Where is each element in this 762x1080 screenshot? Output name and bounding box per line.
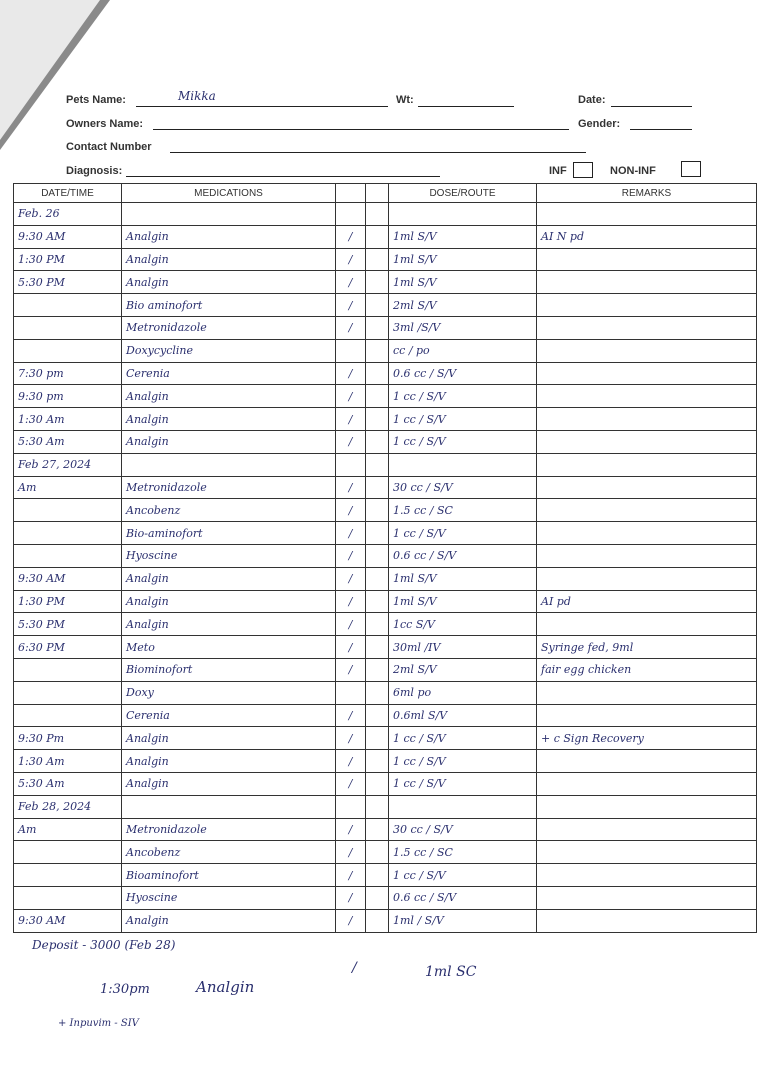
datetime-cell: 1:30 PM	[14, 590, 122, 613]
noninf-checkbox	[681, 161, 701, 177]
remarks-cell	[537, 613, 757, 636]
datetime-cell: Am	[14, 476, 122, 499]
datetime-cell: Am	[14, 818, 122, 841]
check-cell-2	[366, 886, 389, 909]
gender-label: Gender:	[578, 118, 621, 130]
datetime-cell: 1:30 PM	[14, 248, 122, 271]
late-dose-tick: /	[352, 960, 357, 976]
remarks-cell	[537, 818, 757, 841]
remarks-cell	[537, 544, 757, 567]
dose-route-cell: 2ml S/V	[389, 294, 537, 317]
remarks-cell	[537, 203, 757, 226]
table-row	[14, 658, 757, 681]
inpuvim-note: + Inpuvim - SIV	[58, 1018, 139, 1029]
medication-cell: Bio-aminofort	[122, 522, 336, 545]
medication-table	[13, 183, 757, 933]
table-row	[14, 316, 757, 339]
dose-route-cell: 30 cc / S/V	[389, 818, 537, 841]
table-row	[14, 590, 757, 613]
check-cell-2	[366, 225, 389, 248]
dose-route-cell: 1 cc / S/V	[389, 864, 537, 887]
administered-check-cell	[336, 339, 366, 362]
check-cell-2	[366, 453, 389, 476]
table-row	[14, 453, 757, 476]
table-row	[14, 727, 757, 750]
remarks-cell: AI N pd	[537, 225, 757, 248]
remarks-cell	[537, 499, 757, 522]
medication-cell: Analgin	[122, 430, 336, 453]
administered-check-cell: /	[336, 727, 366, 750]
datetime-cell: 9:30 AM	[14, 225, 122, 248]
table-row	[14, 795, 757, 818]
remarks-cell	[537, 704, 757, 727]
administered-check-cell: /	[336, 476, 366, 499]
datetime-cell: 1:30 Am	[14, 408, 122, 431]
check-cell-2	[366, 681, 389, 704]
administered-check-cell: /	[336, 636, 366, 659]
check-cell-2	[366, 864, 389, 887]
table-row	[14, 567, 757, 590]
check-cell-2	[366, 522, 389, 545]
dose-route-cell: 0.6 cc / S/V	[389, 886, 537, 909]
dose-route-cell: 0.6 cc / S/V	[389, 544, 537, 567]
remarks-cell	[537, 476, 757, 499]
check-cell-2	[366, 636, 389, 659]
medication-cell	[122, 453, 336, 476]
column-header-medications: MEDICATIONS	[122, 184, 336, 203]
remarks-cell	[537, 294, 757, 317]
remarks-cell	[537, 864, 757, 887]
medication-cell	[122, 203, 336, 226]
medication-cell: Ancobenz	[122, 499, 336, 522]
check-cell-2	[366, 499, 389, 522]
dose-route-cell: 1 cc / S/V	[389, 408, 537, 431]
table-row	[14, 681, 757, 704]
datetime-cell	[14, 841, 122, 864]
wt-label: Wt:	[396, 94, 414, 106]
dose-route-cell: 1 cc / S/V	[389, 750, 537, 773]
check-cell-2	[366, 385, 389, 408]
remarks-cell	[537, 453, 757, 476]
dose-route-cell: 1cc S/V	[389, 613, 537, 636]
dose-route-cell: 1ml S/V	[389, 567, 537, 590]
medication-cell: Bioaminofort	[122, 864, 336, 887]
table-row	[14, 636, 757, 659]
check-cell-2	[366, 544, 389, 567]
deposit-note: Deposit - 3000 (Feb 28)	[32, 938, 176, 952]
remarks-cell	[537, 750, 757, 773]
medication-cell: Analgin	[122, 271, 336, 294]
medication-cell: Analgin	[122, 385, 336, 408]
dose-route-cell	[389, 795, 537, 818]
check-cell-2	[366, 841, 389, 864]
dose-route-cell: 2ml S/V	[389, 658, 537, 681]
dose-route-cell: 6ml po	[389, 681, 537, 704]
late-dose-dose: 1ml SC	[425, 964, 477, 980]
remarks-cell	[537, 316, 757, 339]
table-row	[14, 408, 757, 431]
dose-route-cell: 1ml S/V	[389, 590, 537, 613]
table-row	[14, 225, 757, 248]
administered-check-cell: /	[336, 544, 366, 567]
datetime-cell: Feb 28, 2024	[14, 795, 122, 818]
check-cell-2	[366, 203, 389, 226]
remarks-cell: fair egg chicken	[537, 658, 757, 681]
datetime-cell	[14, 886, 122, 909]
administered-check-cell: /	[336, 864, 366, 887]
medication-cell: Analgin	[122, 772, 336, 795]
check-cell-2	[366, 567, 389, 590]
datetime-cell	[14, 316, 122, 339]
check-cell-2	[366, 818, 389, 841]
datetime-cell: 5:30 Am	[14, 772, 122, 795]
medication-cell: Bio aminofort	[122, 294, 336, 317]
medication-cell: Analgin	[122, 248, 336, 271]
dose-route-cell: 1 cc / S/V	[389, 430, 537, 453]
noninf-label: NON-INF	[610, 165, 656, 177]
column-header-check-2	[366, 184, 389, 203]
check-cell-2	[366, 430, 389, 453]
remarks-cell	[537, 362, 757, 385]
datetime-cell	[14, 499, 122, 522]
datetime-cell: 6:30 PM	[14, 636, 122, 659]
remarks-cell	[537, 795, 757, 818]
administered-check-cell: /	[336, 499, 366, 522]
check-cell-2	[366, 339, 389, 362]
medication-cell: Metronidazole	[122, 316, 336, 339]
date-line	[611, 106, 692, 107]
medication-cell: Hyoscine	[122, 544, 336, 567]
table-row	[14, 886, 757, 909]
remarks-cell: + c Sign Recovery	[537, 727, 757, 750]
check-cell-2	[366, 408, 389, 431]
datetime-cell	[14, 522, 122, 545]
medication-cell: Metronidazole	[122, 476, 336, 499]
datetime-cell	[14, 681, 122, 704]
administered-check-cell: /	[336, 522, 366, 545]
check-cell-2	[366, 248, 389, 271]
datetime-cell: 5:30 Am	[14, 430, 122, 453]
remarks-cell	[537, 567, 757, 590]
administered-check-cell: /	[336, 362, 366, 385]
administered-check-cell: /	[336, 408, 366, 431]
dose-route-cell: 3ml /S/V	[389, 316, 537, 339]
remarks-cell	[537, 522, 757, 545]
medication-cell: Analgin	[122, 750, 336, 773]
datetime-cell: Feb. 26	[14, 203, 122, 226]
administered-check-cell	[336, 203, 366, 226]
dose-route-cell: 1 cc / S/V	[389, 385, 537, 408]
table-row	[14, 203, 757, 226]
table-row	[14, 704, 757, 727]
gender-line	[630, 129, 692, 130]
check-cell-2	[366, 362, 389, 385]
pets-name-value: Mikka	[178, 89, 216, 103]
wt-line	[418, 106, 514, 107]
remarks-cell	[537, 248, 757, 271]
remarks-cell	[537, 681, 757, 704]
date-label: Date:	[578, 94, 606, 106]
table-row	[14, 864, 757, 887]
check-cell-2	[366, 613, 389, 636]
contact-label: Contact Number	[66, 141, 152, 153]
medication-cell: Analgin	[122, 590, 336, 613]
administered-check-cell: /	[336, 658, 366, 681]
table-row	[14, 476, 757, 499]
check-cell-2	[366, 271, 389, 294]
medication-cell: Analgin	[122, 727, 336, 750]
administered-check-cell: /	[336, 750, 366, 773]
datetime-cell	[14, 704, 122, 727]
datetime-cell	[14, 864, 122, 887]
remarks-cell: Syringe fed, 9ml	[537, 636, 757, 659]
dose-route-cell: 30 cc / S/V	[389, 476, 537, 499]
table-row	[14, 522, 757, 545]
medication-cell: Analgin	[122, 567, 336, 590]
check-cell-2	[366, 316, 389, 339]
table-row	[14, 772, 757, 795]
datetime-cell: 1:30 Am	[14, 750, 122, 773]
check-cell-2	[366, 727, 389, 750]
table-row	[14, 294, 757, 317]
check-cell-2	[366, 795, 389, 818]
check-cell-2	[366, 658, 389, 681]
remarks-cell	[537, 772, 757, 795]
dose-route-cell: 1.5 cc / SC	[389, 499, 537, 522]
table-row	[14, 818, 757, 841]
medication-cell: Biominofort	[122, 658, 336, 681]
column-header-datetime: DATE/TIME	[14, 184, 122, 203]
contact-line	[170, 152, 586, 153]
table-row	[14, 499, 757, 522]
medication-cell: Analgin	[122, 408, 336, 431]
table-row	[14, 385, 757, 408]
table-row	[14, 271, 757, 294]
dose-route-cell: cc / po	[389, 339, 537, 362]
inf-checkbox	[573, 162, 593, 178]
table-row	[14, 339, 757, 362]
table-row	[14, 613, 757, 636]
pets-name-line	[136, 106, 388, 107]
check-cell-2	[366, 590, 389, 613]
diagnosis-line	[126, 176, 440, 177]
medication-cell: Analgin	[122, 909, 336, 932]
diagnosis-label: Diagnosis:	[66, 165, 123, 177]
column-header-remarks: REMARKS	[537, 184, 757, 203]
dose-route-cell: 1ml S/V	[389, 225, 537, 248]
datetime-cell: 7:30 pm	[14, 362, 122, 385]
column-header-dose-route: DOSE/ROUTE	[389, 184, 537, 203]
medication-cell: Analgin	[122, 613, 336, 636]
medication-cell: Cerenia	[122, 362, 336, 385]
administered-check-cell: /	[336, 385, 366, 408]
dose-route-cell: 0.6 cc / S/V	[389, 362, 537, 385]
administered-check-cell: /	[336, 613, 366, 636]
check-cell-2	[366, 294, 389, 317]
table-row	[14, 544, 757, 567]
datetime-cell	[14, 294, 122, 317]
datetime-cell	[14, 544, 122, 567]
administered-check-cell: /	[336, 567, 366, 590]
remarks-cell	[537, 886, 757, 909]
medication-cell: Ancobenz	[122, 841, 336, 864]
datetime-cell: 5:30 PM	[14, 613, 122, 636]
remarks-cell	[537, 841, 757, 864]
medication-cell: Meto	[122, 636, 336, 659]
administered-check-cell: /	[336, 841, 366, 864]
check-cell-2	[366, 772, 389, 795]
inf-label: INF	[549, 165, 567, 177]
medication-cell	[122, 795, 336, 818]
remarks-cell	[537, 339, 757, 362]
datetime-cell: 9:30 AM	[14, 567, 122, 590]
administered-check-cell: /	[336, 294, 366, 317]
medication-cell: Metronidazole	[122, 818, 336, 841]
dose-route-cell: 1ml / S/V	[389, 909, 537, 932]
dose-route-cell: 30ml /IV	[389, 636, 537, 659]
medication-cell: Doxycycline	[122, 339, 336, 362]
medication-cell: Analgin	[122, 225, 336, 248]
remarks-cell: AI pd	[537, 590, 757, 613]
dose-route-cell: 1ml S/V	[389, 271, 537, 294]
table-row	[14, 841, 757, 864]
remarks-cell	[537, 909, 757, 932]
medication-cell: Cerenia	[122, 704, 336, 727]
administered-check-cell: /	[336, 271, 366, 294]
late-dose-medication: Analgin	[196, 978, 255, 996]
table-row	[14, 248, 757, 271]
table-body	[14, 203, 757, 933]
administered-check-cell: /	[336, 316, 366, 339]
administered-check-cell: /	[336, 248, 366, 271]
administered-check-cell: /	[336, 704, 366, 727]
administered-check-cell	[336, 453, 366, 476]
owners-name-line	[153, 129, 569, 130]
table-header-row	[14, 184, 757, 203]
table-row	[14, 430, 757, 453]
owners-name-label: Owners Name:	[66, 118, 144, 130]
datetime-cell: 5:30 PM	[14, 271, 122, 294]
administered-check-cell: /	[336, 430, 366, 453]
table-row	[14, 362, 757, 385]
dose-route-cell: 0.6ml S/V	[389, 704, 537, 727]
administered-check-cell	[336, 795, 366, 818]
check-cell-2	[366, 909, 389, 932]
administered-check-cell: /	[336, 590, 366, 613]
administered-check-cell: /	[336, 818, 366, 841]
table-row	[14, 909, 757, 932]
remarks-cell	[537, 408, 757, 431]
dose-route-cell	[389, 203, 537, 226]
remarks-cell	[537, 271, 757, 294]
dose-route-cell: 1 cc / S/V	[389, 772, 537, 795]
check-cell-2	[366, 704, 389, 727]
dose-route-cell: 1.5 cc / SC	[389, 841, 537, 864]
datetime-cell: 9:30 Pm	[14, 727, 122, 750]
administered-check-cell: /	[336, 772, 366, 795]
dose-route-cell: 1ml S/V	[389, 248, 537, 271]
check-cell-2	[366, 750, 389, 773]
dose-route-cell	[389, 453, 537, 476]
datetime-cell: 9:30 pm	[14, 385, 122, 408]
datetime-cell: Feb 27, 2024	[14, 453, 122, 476]
table-row	[14, 750, 757, 773]
medication-cell: Doxy	[122, 681, 336, 704]
dose-route-cell: 1 cc / S/V	[389, 522, 537, 545]
datetime-cell	[14, 658, 122, 681]
column-header-check-1	[336, 184, 366, 203]
medication-cell: Hyoscine	[122, 886, 336, 909]
check-cell-2	[366, 476, 389, 499]
pets-name-label: Pets Name:	[66, 94, 126, 106]
datetime-cell	[14, 339, 122, 362]
late-dose-time: 1:30pm	[100, 982, 150, 997]
administered-check-cell	[336, 681, 366, 704]
remarks-cell	[537, 430, 757, 453]
administered-check-cell: /	[336, 225, 366, 248]
administered-check-cell: /	[336, 909, 366, 932]
administered-check-cell: /	[336, 886, 366, 909]
dose-route-cell: 1 cc / S/V	[389, 727, 537, 750]
remarks-cell	[537, 385, 757, 408]
datetime-cell: 9:30 AM	[14, 909, 122, 932]
